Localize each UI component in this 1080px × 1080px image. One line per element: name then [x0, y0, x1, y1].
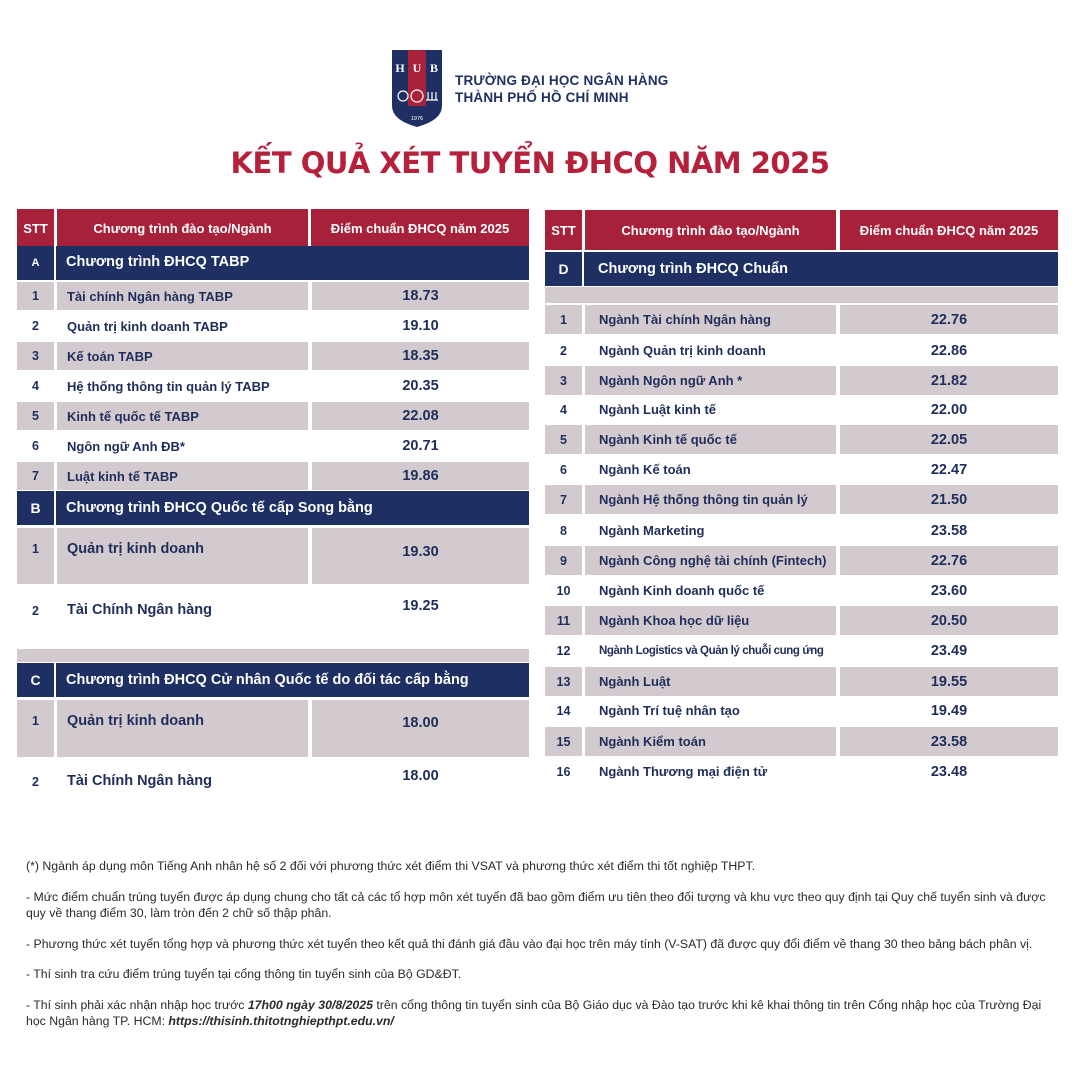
row-stt: 5 — [17, 402, 54, 430]
row-score: 22.05 — [840, 425, 1058, 454]
row-name: Quản trị kinh doanh — [57, 700, 308, 757]
row-stt: 3 — [545, 366, 582, 395]
row-score: 22.00 — [930, 401, 968, 418]
row-score: 23.60 — [930, 582, 968, 599]
note-lookup: - Thí sinh tra cứu điểm trúng tuyển tại cổng thông tin tuyển sinh của Bộ GD&ĐT. — [26, 967, 462, 981]
row-score: 20.50 — [840, 606, 1058, 635]
row-name: Tài Chính Ngân hàng — [67, 773, 212, 789]
header-stt: STT — [17, 209, 54, 247]
hub-logo-icon — [390, 48, 444, 128]
row-score: 18.00 — [312, 700, 529, 757]
footnotes — [26, 858, 1056, 1044]
row-score: 19.49 — [930, 702, 968, 719]
row-stt: 1 — [17, 282, 54, 310]
row-score: 20.35 — [402, 378, 439, 394]
row-stt: 1 — [17, 700, 54, 757]
row-name: Ngành Luật kinh tế — [599, 402, 716, 417]
row-score: 21.50 — [840, 485, 1058, 514]
note-confirm-middle: trên cổng thông tin tuyển sinh của Bộ Giáo dục và Đào tạo trước khi kê khai thông tin trên Cổng nhập học của Trường Đại học Ngân hàng TP. HCM: — [26, 997, 1042, 1028]
row-name: Ngành Hệ thống thông tin quản lý — [585, 485, 836, 514]
row-stt: 4 — [560, 402, 567, 417]
row-name: Luật kinh tế TABP — [57, 462, 308, 490]
row-name: Ngành Thương mại điện tử — [599, 764, 768, 779]
row-stt: 8 — [560, 523, 567, 538]
row-score: 20.71 — [402, 438, 439, 454]
row-score: 22.08 — [312, 402, 529, 430]
row-stt: 15 — [545, 727, 582, 756]
row-score: 23.48 — [930, 763, 968, 780]
row-score: 22.76 — [840, 546, 1058, 575]
row-stt: 2 — [560, 343, 567, 358]
row-stt: 11 — [545, 606, 582, 635]
logo-letter-u: U — [412, 61, 422, 75]
row-score: 22.47 — [930, 461, 968, 478]
registration-link[interactable]: https://thisinh.thitotnghiepthpt.edu.vn/ — [168, 1014, 394, 1028]
logo-letter-h: H — [395, 61, 405, 75]
row-spacer — [545, 287, 1058, 303]
row-name: Ngành Công nghệ tài chính (Fintech) — [585, 546, 836, 575]
row-name: Kế toán TABP — [57, 342, 308, 370]
row-name: Ngành Luật — [585, 667, 836, 696]
row-stt: 10 — [556, 583, 571, 598]
section-a-code: A — [17, 246, 54, 280]
row-name: Quản trị kinh doanh — [57, 528, 308, 584]
section-d-title: Chương trình ĐHCQ Chuẩn — [584, 252, 1058, 286]
row-name: Ngành Marketing — [599, 523, 705, 538]
row-stt: 9 — [545, 546, 582, 575]
note-asterisk: (*) Ngành áp dụng môn Tiếng Anh nhân hệ số 2 đối với phương thức xét điểm thi VSAT và phương thức xét điểm thi tốt nghiệp THPT. — [26, 859, 756, 873]
note-deadline: 17h00 ngày 30/8/2025 — [247, 997, 373, 1012]
row-stt: 2 — [32, 604, 39, 618]
section-c-code: C — [17, 663, 54, 697]
row-stt: 7 — [545, 485, 582, 514]
row-stt: 1 — [545, 305, 582, 334]
row-name: Ngành Kiểm toán — [585, 727, 836, 756]
row-name: Ngành Quản trị kinh doanh — [599, 343, 766, 358]
row-stt: 2 — [32, 319, 39, 333]
row-score: 19.86 — [312, 462, 529, 490]
section-b-code: B — [17, 491, 54, 525]
row-name: Ngôn ngữ Anh ĐB* — [67, 438, 185, 454]
section-a-title: Chương trình ĐHCQ TABP — [56, 246, 529, 280]
row-stt: 6 — [32, 439, 39, 453]
row-name: Hệ thống thông tin quản lý TABP — [67, 378, 270, 394]
row-score: 22.76 — [840, 305, 1058, 334]
row-spacer — [17, 649, 529, 662]
header — [0, 44, 1080, 134]
row-score: 18.35 — [312, 342, 529, 370]
row-stt: 5 — [545, 425, 582, 454]
header-program: Chương trình đào tạo/Ngành — [585, 210, 836, 250]
university-name-line2: THÀNH PHỐ HỒ CHÍ MINH — [455, 90, 629, 105]
row-score: 22.86 — [930, 342, 968, 359]
row-score: 18.73 — [312, 282, 529, 310]
row-stt: 16 — [556, 764, 571, 779]
university-name-line1: TRƯỜNG ĐẠI HỌC NGÂN HÀNG — [455, 73, 669, 88]
row-score: 19.55 — [840, 667, 1058, 696]
header-score: Điểm chuẩn ĐHCQ năm 2025 — [840, 210, 1058, 250]
row-stt: 2 — [32, 775, 39, 789]
row-stt: 1 — [17, 528, 54, 584]
row-stt: 13 — [545, 667, 582, 696]
row-name: Tài Chính Ngân hàng — [67, 602, 212, 618]
row-name: Kinh tế quốc tế TABP — [57, 402, 308, 430]
header-program: Chương trình đào tạo/Ngành — [57, 209, 308, 247]
row-name: Tài chính Ngân hàng TABP — [57, 282, 308, 310]
row-stt: 4 — [32, 379, 39, 393]
row-score: 23.49 — [930, 642, 968, 659]
row-name: Ngành Kinh doanh quốc tế — [599, 583, 765, 598]
row-name: Ngành Khoa học dữ liệu — [585, 606, 836, 635]
header-stt: STT — [545, 210, 582, 250]
row-name: Ngành Logistics và Quản lý chuỗi cung ứng — [599, 644, 824, 657]
row-score: 19.30 — [312, 528, 529, 584]
row-name: Ngành Tài chính Ngân hàng — [585, 305, 836, 334]
row-score: 23.58 — [840, 727, 1058, 756]
section-b-title: Chương trình ĐHCQ Quốc tế cấp Song bằng — [56, 491, 529, 525]
note-confirm-prefix: - Thí sinh phải xác nhận nhập học trước — [26, 997, 248, 1012]
row-stt: 7 — [17, 462, 54, 490]
page-title: KẾT QUẢ XÉT TUYỂN ĐHCQ NĂM 2025 — [230, 146, 830, 180]
section-d-code: D — [545, 252, 582, 286]
row-name: Quản trị kinh doanh TABP — [67, 318, 228, 334]
row-name: Ngành Ngôn ngữ Anh * — [585, 366, 836, 395]
note-vsat: - Phương thức xét tuyển tổng hợp và phương thức xét tuyển theo kết quả thi đánh giá đầu vào đại học trên máy tính (V-SAT) đã được quy đổi điểm về thang 30 theo bảng bách phân vị. — [26, 936, 1033, 951]
section-c-title: Chương trình ĐHCQ Cử nhân Quốc tế do đối tác cấp bằng — [56, 663, 529, 697]
note-confirm — [26, 997, 1056, 1030]
note-score-rule: - Mức điểm chuẩn trúng tuyển được áp dụng chung cho tất cả các tổ hợp môn xét tuyển đã bao gồm điểm ưu tiên theo đối tượng và khu vực theo quy định tại Quy chế tuyển sinh và được quy về thang điểm 30, làm tròn đến 2 chữ số thập phân. — [26, 889, 1046, 920]
logo-letter-b: B — [429, 61, 439, 75]
row-stt: 14 — [556, 703, 571, 718]
row-name: Ngành Trí tuệ nhân tạo — [599, 703, 740, 718]
university-name — [455, 72, 669, 106]
row-score: 19.25 — [402, 598, 439, 614]
row-name: Ngành Kế toán — [599, 462, 691, 477]
row-score: 23.58 — [930, 522, 968, 539]
row-score: 21.82 — [840, 366, 1058, 395]
header-score: Điểm chuẩn ĐHCQ năm 2025 — [311, 209, 529, 247]
row-stt: 6 — [560, 462, 567, 477]
row-stt: 12 — [556, 643, 571, 658]
logo-year: 1976 — [410, 116, 424, 122]
row-name: Ngành Kinh tế quốc tế — [585, 425, 836, 454]
row-stt: 3 — [17, 342, 54, 370]
row-score: 18.00 — [402, 768, 439, 784]
row-score: 19.10 — [402, 318, 439, 334]
